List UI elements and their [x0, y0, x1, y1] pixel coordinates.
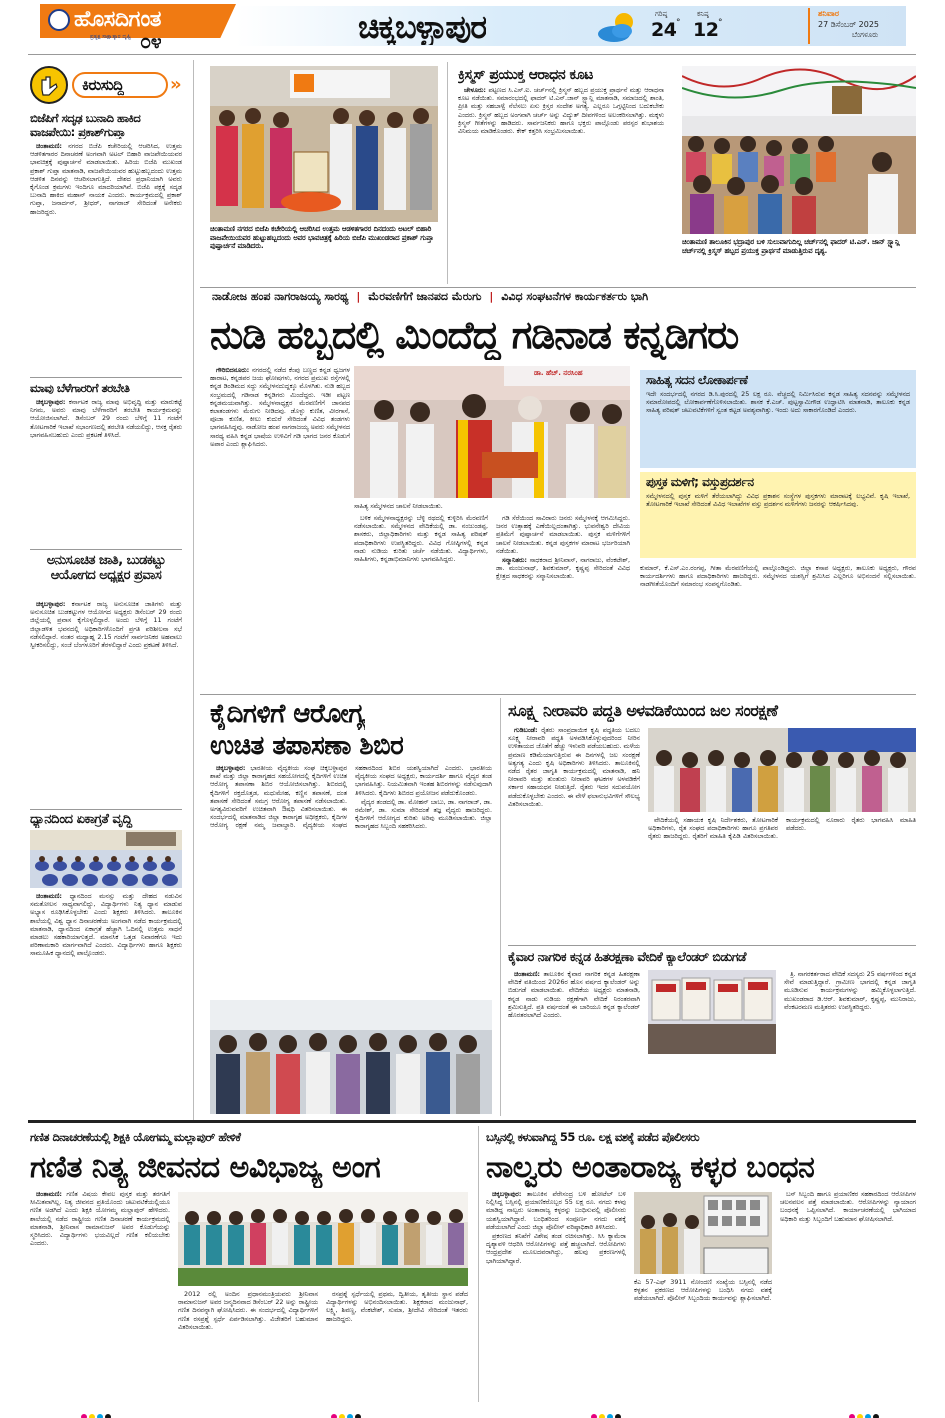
photo-banner-text: ಡಾ. ಹೆಚ್. ನರಸಿಂಹ [534, 369, 583, 377]
arogya-dateline: ಚಿಕ್ಕಬಳ್ಳಾಪುರ: [216, 764, 246, 772]
city-banner [236, 6, 906, 46]
bus-body-3: ಬಸ್ ಸಿಬ್ಬಂದಿ ಹಾಗೂ ಪ್ರಯಾಣಿಕರ ಸಹಕಾರದಿಂದ ಆರೋಪಿಗಳ ಚಲನವಲನ ಪತ್ತೆ ಮಾಡಲಾಯಿತು. ಆರೋಪಿಗಳನ್ನು ನ್ಯಾಯಾಂಗ ಬಂಧನಕ್ಕೆ ಒಪ್ಪಿಸಲಾಗಿದೆ. ಕಾರ್ಯಾಚರಣೆಯಲ್ಲಿ ಭಾಗಿಯಾದ ಅಧಿಕಾರಿ ಮತ್ತು ಸಿಬ್ಬಂದಿಗೆ ಬಹುಮಾನ ಘೋಷಿಸಲಾಗಿದೆ. [780, 1190, 916, 1223]
brief2-title: ಮಾವು ಬೆಳೆಗಾರರಿಗೆ ತರಬೇತಿ [30, 381, 130, 395]
min-temp-label: ಕನಿಷ್ಠ [697, 10, 709, 18]
ganita-photo [178, 1192, 468, 1286]
top-rule-1 [447, 62, 448, 284]
christmas-body [458, 86, 664, 282]
kaivara-body-1: ತಾಲೂಕಿನ ಕೈವಾರ ನಾಗರಿಕ ಕನ್ನಡ ಹಿತರಕ್ಷಣಾ ವೇದಿಕೆ ವತಿಯಿಂದ 2026ರ ಹೊಸ ವರ್ಷದ ಕ್ಯಾಲೆಂಡರ್ ಅನ್ನು ಬಿಡುಗಡೆ ಮಾಡಲಾಯಿತು. ವೇದಿಕೆಯ ಅಧ್ಯಕ್ಷರು ಮಾತನಾಡಿ, ಕನ್ನಡ ನಾಡು ನುಡಿಯ ರಕ್ಷಣೆಗಾಗಿ ವೇದಿಕೆ ನಿರಂತರವಾಗಿ ಶ್ರಮಿಸುತ್ತಿದೆ. ಪ್ರತಿ ವರ್ಷದಂತೆ ಈ ಬಾರಿಯೂ ಕನ್ನಡ ಕ್ಯಾಲೆಂಡರ್ ಹೊರತರಲಾಗಿದೆ ಎಂದರು. [508, 970, 640, 1020]
bjp-photo-caption: ಚಿಂತಾಮಣಿ ನಗರದ ಬಿಜೆಪಿ ಕಚೇರಿಯಲ್ಲಿ ಆಚರಿಸಿದ ಉತ್ತಮ ಆಡಳಿತಗಾರರ ದಿನದಂದು ಅಟಲ್ ಬಿಹಾರಿ ವಾಜಪೇಯಿಯವರ ಹುಟ್ಟುಹಬ್ಬದಂದು ಅವರ ಭಾವಚಿತ್ರಕ್ಕೆ ಹಿರಿಯ ಬಿಜೆಪಿ ಮುಖಂಡರಾದ ಪ್ರಕಾಶ್ ಗುಪ್ತಾ ಪುಷ್ಪಾರ್ಚನೆ ಮಾಡಿದರು. [210, 225, 434, 251]
christmas-text: ಪಟ್ಟಣದ ಸಿ.ಎಸ್.ಐ. ಚರ್ಚ್‌ನಲ್ಲಿ ಕ್ರಿಸ್ಮಸ್ ಹಬ್ಬದ ಪ್ರಯುಕ್ತ ಪ್ರಾರ್ಥನೆ ಮತ್ತು ಆರಾಧನಾ ಕೂಟ ನಡೆಯಿತು. ಸಮಾರಂಭದಲ್ಲಿ ಫಾದರ್ ಟಿ.ಎನ್.ಜಾನ್ ಸ್ಟ್ಯಾನ್ಲಿ ಮಾತನಾಡಿ, ಸಮಾಜದಲ್ಲಿ ಶಾಂತಿ, ಪ್ರೀತಿ ಮತ್ತು ಸಹಬಾಳ್ವೆ ನೆಲೆಸಲು ಏಸು ಕ್ರಿಸ್ತರ ಸಂದೇಶ ಅಗತ್ಯ. ಎಲ್ಲರೂ ಒಗ್ಗಟ್ಟಿನಿಂದ ಬದುಕಬೇಕು ಎಂದರು. ಕ್ರಿಸ್ಮಸ್ ಹಬ್ಬದ ಅಂಗವಾಗಿ ಚರ್ಚ್ ಅನ್ನು ವಿದ್ಯುತ್ ದೀಪಗಳಿಂದ ಅಲಂಕರಿಸಲಾಗಿತ್ತು. ಮಕ್ಕಳು ಕ್ರಿಸ್ಮಸ್ ಗೀತೆಗಳನ್ನು ಹಾಡಿದರು. ಸಾರ್ವಜನಿಕರು ಹಾಗೂ ಭಕ್ತರು ಪಾಲ್ಗೊಂಡು ಪರಸ್ಪರ ಶುಭಾಶಯ ವಿನಿಮಯ ಮಾಡಿಕೊಂಡರು. ಕೇಕ್ ಕತ್ತರಿಸಿ ಸಂಭ್ರಮಿಸಲಾಯಿತು. [458, 86, 664, 136]
brief1-text: ನಗರದ ಬಿಜೆಪಿ ಕಚೇರಿಯಲ್ಲಿ ಆಚರಿಸಿದ, ಉತ್ತಮ ಆಡಳಿತಗಾರರ ದಿನಾಚರಣೆ ಅಂಗವಾಗಿ ಅಟಲ್ ಬಿಹಾರಿ ವಾಜಪೇಯಿಯವರ ಭಾವಚಿತ್ರಕ್ಕೆ ಪುಷ್ಪಾರ್ಚನೆ ಮಾಡಲಾಯಿತು. ಹಿರಿಯ ಬಿಜೆಪಿ ಮುಖಂಡ ಪ್ರಕಾಶ್ ಗುಪ್ತಾ ಮಾತನಾಡಿ, ವಾಜಪೇಯಿಯವರ ಹುಟ್ಟುಹಬ್ಬದಂದು ಉತ್ತಮ ಆಡಳಿತ ದಿನವನ್ನು ಆಚರಿಸಲಾಗುತ್ತಿದೆ. ದೇಶದ ಪ್ರಧಾನಿಯಾಗಿ ಅವರು ಕೈಗೊಂಡ ಕ್ರಮಗಳು ಇಂದಿಗೂ ಮಾದರಿಯಾಗಿವೆ. ಬಿಜೆಪಿ ಪಕ್ಷಕ್ಕೆ ಸದೃಢ ಬುನಾದಿ ಹಾಕಿದ ಮಹಾನ್ ನಾಯಕ ಎಂದರು. ಕಾರ್ಯಕ್ರಮದಲ್ಲಿ ಪ್ರಕಾಶ್ ಗುಪ್ತಾ, ಜನಾರ್ದನ್, ಶ್ರೀಧರ್, ನಾಗರಾಜ್ ಸೇರಿದಂತೆ ಅನೇಕರು ಹಾಜರಿದ್ದರು. [30, 142, 182, 216]
bus-col3 [780, 1190, 916, 1400]
kaivara-rule [508, 945, 916, 946]
arogya-text-2: ವೈದ್ಯರ ತಂಡದಲ್ಲಿ ಡಾ. ಮೋಹನ್ ಬಾಬು, ಡಾ. ನಾಗರಾಜ್, ಡಾ. ರಮೇಶ್, ಡಾ. ಸುಮಾ ಸೇರಿದಂತೆ ತಜ್ಞ ವೈದ್ಯರು ಹಾಜರಿದ್ದರು. ಕೈದಿಗಳಿಗೆ ಆರೋಗ್ಯದ ಕುರಿತು ಅರಿವು ಮೂಡಿಸಲಾಯಿತು. ಜಿಲ್ಲಾ ಕಾರಾಗೃಹದ ಸಿಬ್ಬಂದಿ ಸಹಕರಿಸಿದರು. [355, 797, 492, 831]
logo-tagline: ಪ್ರತ್ಯಕ್ಷ ಸಾಕ್ಷಾತ್ಕಾರ ದೃಷ್ಟಿ [90, 34, 132, 40]
church-photo-caption: ಚಿಂತಾಮಣಿ ತಾಲೂಕಿನ ಭದ್ರಾಪುರ ಬಳಿ ಸುಲುವಾಗುದಿಲ್ಲ ಚರ್ಚ್‌ನಲ್ಲಿ ಫಾದರ್ ಟಿ.ಎನ್. ಜಾನ್ ಸ್ಟ್ಯಾನ್ಲಿ ಚರ್ಚ್‌ನಲ್ಲಿ ಕ್ರಿಸ್ಮಸ್ ಹಬ್ಬದ ಪ್ರಯುಕ್ತ ಪ್ರಾರ್ಥನೆ ಮಾಡುತ್ತಿರುವ ದೃಶ್ಯ. [682, 238, 900, 255]
arogya-body [210, 764, 492, 994]
meditation-photo [30, 830, 182, 888]
ganita-body-2: 2012 ರಲ್ಲಿ ಅಂದಿನ ಪ್ರಧಾನಮಂತ್ರಿಯವರು ಶ್ರೀನಿವಾಸ ರಾಮಾನುಜನ್ ಅವರ ಜನ್ಮದಿನವಾದ ಡಿಸೆಂಬರ್ 22 ಅನ್ನು ರಾಷ್ಟ್ರೀಯ ಗಣಿತ ದಿನವನ್ನಾಗಿ ಘೋಷಿಸಿದರು. ಈ ಸಂದರ್ಭದಲ್ಲಿ ವಿದ್ಯಾರ್ಥಿಗಳಿಗೆ ಗಣಿತ ರಸಪ್ರಶ್ನೆ ಸ್ಪರ್ಧೆ ಏರ್ಪಡಿಸಲಾಗಿತ್ತು. ವಿಜೇತರಿಗೆ ಬಹುಮಾನ ವಿತರಿಸಲಾಯಿತು. [178, 1290, 318, 1331]
nudi-kicker-2: ಮೆರವಣಿಗೆಗೆ ಜಾನಪದ ಮೆರುಗು [368, 290, 482, 303]
nudi-col3 [496, 514, 630, 690]
nudi-sub-label: ಸನ್ಮಾನಿತರು: [502, 556, 527, 565]
police-photo [634, 1192, 772, 1274]
bus-dateline: ಚಿಕ್ಕಬಳ್ಳಾಪುರ: [492, 1190, 522, 1198]
city-name: ಚಿಕ್ಕಬಳ್ಳಾಪುರ [358, 9, 487, 45]
bus-body-2: ಪ್ರಕರಣದ ತನಿಖೆಗೆ ವಿಶೇಷ ತಂಡ ರಚಿಸಲಾಗಿತ್ತು. ಸಿಸಿ ಕ್ಯಾಮೆರಾ ದೃಶ್ಯಾವಳಿ ಆಧರಿಸಿ ಆರೋಪಿಗಳನ್ನು ಪತ್ತೆ ಹಚ್ಚಲಾಗಿದೆ. ಆರೋಪಿಗಳು ಆಂಧ್ರಪ್ರದೇಶ ಮೂಲದವರಾಗಿದ್ದು, ಹಲವು ಪ್ರಕರಣಗಳಲ್ಲಿ ಭಾಗಿಯಾಗಿದ್ದಾರೆ. [486, 1232, 626, 1265]
nudi-col2 [354, 514, 488, 690]
ganita-col2 [178, 1290, 318, 1400]
brief4-body [30, 892, 182, 1114]
nudi-body-3: ಗಡಿ ಸೆರೆಯಿಂದ ಸಾವಿರಾರು ಜನರು ಸಮ್ಮೇಳನಕ್ಕೆ ಆಗಮಿಸಿದ್ದರು. ಜನರ ಉತ್ಸಾಹಕ್ಕೆ ಎಣೆಯಿಲ್ಲದಂತಾಗಿತ್ತು. ಭುವನೇಶ್ವರಿ ದೇವಿಯ ಪ್ರತಿಮೆಗೆ ಪುಷ್ಪಾರ್ಚನೆ ಮಾಡಲಾಯಿತು. ಪುಸ್ತಕ ಮಳಿಗೆಗಳಿಗೆ ಚಾಲನೆ ನೀಡಲಾಯಿತು. ಕನ್ನಡ ಪುಸ್ತಕಗಳ ಮಾರಾಟ ಭರ್ಜರಿಯಾಗಿ ನಡೆಯಿತು. [496, 514, 630, 555]
kaivara-body-2: ತ್ರಿ. ನಾಗರಕರ್ತರಾದ ವೇದಿಕೆ ಸದಸ್ಯರು 25 ವರ್ಷಗಳಿಂದ ಕನ್ನಡ ಸೇವೆ ಮಾಡುತ್ತಿದ್ದಾರೆ. ಗ್ರಾಮೀಣ ಭಾಗದಲ್ಲಿ ಕನ್ನಡ ಜಾಗೃತಿ ಮೂಡಿಸುವ ಕಾರ್ಯಕ್ರಮಗಳನ್ನು ಹಮ್ಮಿಕೊಳ್ಳಲಾಗುತ್ತಿದೆ. ಮುಖಂಡರಾದ ಡಿ.ಆರ್. ಶಿವಕುಮಾರ್, ಕೃಷ್ಣಪ್ಪ, ಮುನಿರಾಜು, ವೆಂಕಟರಮಣ ಮತ್ತಿತರರು ಉಪಸ್ಥಿತರಿದ್ದರು. [784, 970, 916, 1011]
nudi-dateline: ಗೌರಿಬಿದನೂರು: [216, 366, 250, 374]
kaivara-col1 [508, 970, 640, 1116]
arogya-text: ಭಾರತೀಯ ವೈದ್ಯಕೀಯ ಸಂಘ ಚಿಕ್ಕಬಳ್ಳಾಪುರ ಶಾಖೆ ಮತ್ತು ಜಿಲ್ಲಾ ಕಾರಾಗೃಹದ ಸಹಯೋಗದಲ್ಲಿ ಕೈದಿಗಳಿಗೆ ಉಚಿತ ಆರೋಗ್ಯ ತಪಾಸಣಾ ಶಿಬಿರ ಆಯೋಜಿಸಲಾಗಿತ್ತು. ಶಿಬಿರದಲ್ಲಿ ಕೈದಿಗಳಿಗೆ ರಕ್ತದೊತ್ತಡ, ಮಧುಮೇಹ, ಕಣ್ಣಿನ ತಪಾಸಣೆ, ದಂತ ತಪಾಸಣೆ ಸೇರಿದಂತೆ ಸಮಗ್ರ ಆರೋಗ್ಯ ತಪಾಸಣೆ ನಡೆಸಲಾಯಿತು. ಅಗತ್ಯವಿರುವವರಿಗೆ ಉಚಿತವಾಗಿ ಔಷಧಿ ವಿತರಿಸಲಾಯಿತು. ಈ ಸಂದರ್ಭದಲ್ಲಿ ಮಾತನಾಡಿದ ಜಿಲ್ಲಾ ಕಾರಾಗೃಹ ಅಧೀಕ್ಷಕರು, ಕೈದಿಗಳ ಆರೋಗ್ಯ ರಕ್ಷಣೆ ನಮ್ಮ ಜವಾಬ್ದಾರಿ. ವೈದ್ಯಕೀಯ ಸಂಘದ ಸಹಕಾರದಿಂದ ಶಿಬಿರ ಯಶಸ್ವಿಯಾಗಿದೆ ಎಂದರು. ಭಾರತೀಯ ವೈದ್ಯಕೀಯ ಸಂಘದ ಅಧ್ಯಕ್ಷರು, ಕಾರ್ಯದರ್ಶಿ ಹಾಗೂ ವೈದ್ಯರ ತಂಡ ಭಾಗವಹಿಸಿತ್ತು. ನಿಯಮಿತವಾಗಿ ಇಂತಹ ಶಿಬಿರಗಳನ್ನು ನಡೆಸುವುದಾಗಿ ತಿಳಿಸಿದರು. ಕೈದಿಗಳು ಶಿಬಿರದ ಪ್ರಯೋಜನ ಪಡೆದುಕೊಂಡರು. [210, 764, 492, 830]
nudi-right-body: ಕುಮಾರ್, ಕೆ.ಎಸ್.ಎಂ.ರಂಗಪ್ಪ, ಗೀತಾ ಮೆರವಣಿಗೆಯಲ್ಲಿ ಪಾಲ್ಗೊಂಡಿದ್ದರು. ಜಿಲ್ಲಾ ಕಸಾಪ ಅಧ್ಯಕ್ಷರು, ತಾಲೂಕು ಅಧ್ಯಕ್ಷರು, ಗೌರವ ಕಾರ್ಯದರ್ಶಿಗಳು ಹಾಗೂ ಪದಾಧಿಕಾರಿಗಳು ಹಾಜರಿದ್ದರು. ಸಮ್ಮೇಳನದ ಯಶಸ್ಸಿಗೆ ಶ್ರಮಿಸಿದ ಎಲ್ಲರಿಗೂ ಅಭಿನಂದನೆ ಸಲ್ಲಿಸಲಾಯಿತು. ನಾಡಗೀತೆಯೊಂದಿಗೆ ಸಮಾರಂಭ ಸಂಪನ್ನಗೊಂಡಿತು. [640, 564, 916, 589]
logo-mark [48, 9, 70, 31]
edition: ಬೆಂಗಳೂರು [852, 31, 879, 39]
nudi-kicker-sep-1: | [356, 290, 361, 303]
max-temp: 24 [651, 19, 677, 41]
pustaka-title: ಪುಸ್ತಕ ಮಳಿಗೆ; ವಸ್ತುಪ್ರದರ್ಶನ [646, 475, 754, 489]
brief3-title: ಅನುಸೂಚಿತ ಜಾತಿ, ಬುಡಕಟ್ಟು ಆಯೋಗದ ಅಧ್ಯಕ್ಷರ ಪ್ರವಾಸ [46, 553, 166, 583]
masthead [0, 0, 945, 54]
calendar-photo [648, 970, 776, 1054]
bus-body-1: ತಾಲೂಕಿನ ಪೆರೇಸಂದ್ರ ಬಳಿ ಹೋಟೆಲ್ ಬಳಿ ನಿಲ್ಲಿಸಿದ್ದ ಬಸ್ಸಿನಲ್ಲಿ ಪ್ರಯಾಣಿಕರೊಬ್ಬರ 55 ಲಕ್ಷ ರೂ. ನಗದು ಕಳವು ಮಾಡಿದ್ದ ನಾಲ್ವರು ಅಂತಾರಾಜ್ಯ ಕಳ್ಳರನ್ನು ಬಂಧಿಸುವಲ್ಲಿ ಪೊಲೀಸರು ಯಶಸ್ವಿಯಾಗಿದ್ದಾರೆ. ಬಂಧಿತರಿಂದ ಸಂಪೂರ್ಣ ನಗದು ವಶಕ್ಕೆ ಪಡೆಯಲಾಗಿದೆ ಎಂದು ಜಿಲ್ಲಾ ಪೊಲೀಸ್ ವರಿಷ್ಠಾಧಿಕಾರಿ ತಿಳಿಸಿದರು. [486, 1190, 626, 1231]
brief1-body [30, 142, 182, 374]
sahitya-title: ಸಾಹಿತ್ಯ ಸದನ ಲೋಕಾರ್ಪಣೆ [646, 373, 748, 387]
brief4-text: ಧ್ಯಾನದಿಂದ ಮನಸ್ಸು ಮತ್ತು ದೇಹದ ನಡುವಿನ ಸಮತೋಲನ ಸಾಧ್ಯವಾಗಲಿದ್ದು, ವಿದ್ಯಾರ್ಥಿಗಳು ನಿತ್ಯ ಧ್ಯಾನ ಮಾಡುವ ಅಭ್ಯಾಸ ರೂಢಿಸಿಕೊಳ್ಳಬೇಕು ಎಂದು ಶಿಕ್ಷಕರು ತಿಳಿಸಿದರು. ತಾಲೂಕಿನ ಶಾಲೆಯಲ್ಲಿ ವಿಶ್ವ ಧ್ಯಾನ ದಿನಾಚರಣೆಯ ಅಂಗವಾಗಿ ನಡೆದ ಕಾರ್ಯಕ್ರಮದಲ್ಲಿ ಮಾತನಾಡಿ, ಧ್ಯಾನದಿಂದ ಏಕಾಗ್ರತೆ ಹೆಚ್ಚಾಗಿ ಓದಿನಲ್ಲಿ ಉತ್ತಮ ಸಾಧನೆ ಮಾಡಲು ಸಹಕಾರಿಯಾಗುತ್ತದೆ. ಮಾನಸಿಕ ಒತ್ತಡ ನಿವಾರಣೆಗೂ ಇದು ಪರಿಣಾಮಕಾರಿ ಮಾರ್ಗವಾಗಿದೆ ಎಂದರು. ವಿದ್ಯಾರ್ಥಿಗಳು ಹಾಗೂ ಶಿಕ್ಷಕರು ಸಾಮೂಹಿಕ ಧ್ಯಾನದಲ್ಲಿ ಪಾಲ್ಗೊಂಡರು. [30, 892, 182, 958]
ganita-headline: ಗಣಿತ ನಿತ್ಯ ಜೀವನದ ಅವಿಭಾಜ್ಯ ಅಂಗ [30, 1150, 381, 1185]
christmas-title: ಕ್ರಿಸ್ಮಸ್ ಪ್ರಯುಕ್ತ ಆರಾಧನ ಕೂಟ [458, 67, 593, 83]
nudi-body-2: ಬಳಿಕ ಸಮ್ಮೇಳನಾಧ್ಯಕ್ಷರನ್ನು ಬೆಳ್ಳಿ ರಥದಲ್ಲಿ ಕುಳ್ಳಿರಿಸಿ ಮೆರವಣಿಗೆ ನಡೆಸಲಾಯಿತು. ಸಮ್ಮೇಳನದ ವೇದಿಕೆಯಲ್ಲಿ ಡಾ. ನಂಜುಂಡಪ್ಪ, ಶಾಸಕರು, ಜಿಲ್ಲಾಧಿಕಾರಿಗಳು ಮತ್ತು ಕನ್ನಡ ಸಾಹಿತ್ಯ ಪರಿಷತ್ ಪದಾಧಿಕಾರಿಗಳು ಉಪಸ್ಥಿತರಿದ್ದರು. ವಿವಿಧ ಗೋಷ್ಠಿಗಳಲ್ಲಿ ಕನ್ನಡ ನಾಡು ನುಡಿಯ ಕುರಿತು ಚರ್ಚೆ ನಡೆಯಿತು. ವಿದ್ಯಾರ್ಥಿಗಳು, ಸಾಹಿತಿಗಳು, ಕನ್ನಡಾಭಿಮಾನಿಗಳು ಭಾಗವಹಿಸಿದ್ದರು. [354, 514, 488, 564]
nudi-kicker-1: ನಾಡೋಜ ಹಂಪ ನಾಗರಾಜಯ್ಯ ಸಾರಥ್ಯ [212, 290, 349, 303]
ganita-dateline: ಚಿಂತಾಮಣಿ: [36, 1190, 62, 1198]
nudi-kicker-3: ವಿವಿಧ ಸಂಘಟನೆಗಳ ಕಾರ್ಯಕರ್ತರು ಭಾಗಿ [501, 290, 649, 303]
brief3-text: ಕರ್ನಾಟಕ ರಾಜ್ಯ ಅನುಸೂಚಿತ ಜಾತಿಗಳು ಮತ್ತು ಅನುಸೂಚಿತ ಬುಡಕಟ್ಟುಗಳ ಆಯೋಗದ ಅಧ್ಯಕ್ಷರು ಡಿಸೆಂಬರ್ 29 ರಂದು ಜಿಲ್ಲೆಯಲ್ಲಿ ಪ್ರವಾಸ ಕೈಗೊಳ್ಳಲಿದ್ದಾರೆ. ಅಂದು ಬೆಳಿಗ್ಗೆ 11 ಗಂಟೆಗೆ ಜಿಲ್ಲಾಡಳಿತ ಭವನದಲ್ಲಿ ಅಧಿಕಾರಿಗಳೊಂದಿಗೆ ಪ್ರಗತಿ ಪರಿಶೀಲನಾ ಸಭೆ ನಡೆಸಲಿದ್ದಾರೆ. ನಂತರ ಮಧ್ಯಾಹ್ನ 2.15 ಗಂಟೆಗೆ ಸಾರ್ವಜನಿಕರ ಅಹವಾಲು ಸ್ವೀಕರಿಸಲಿದ್ದು, ಸಂಜೆ ಬೆಂಗಳೂರಿಗೆ ತೆರಳಲಿದ್ದಾರೆ ಎಂದು ಪ್ರಕಟಣೆ ತಿಳಿಸಿದೆ. [30, 600, 182, 650]
bus-kicker: ಬಸ್ಸಿನಲ್ಲಿ ಕಳುವಾಗಿದ್ದ 55 ರೂ. ಲಕ್ಷ ವಶಕ್ಕೆ ಪಡೆದ ಪೊಲೀಸರು [486, 1130, 700, 1144]
brief-divider-3 [30, 809, 182, 810]
bus-photo-caption: ಕೆಎ 57-ಎಫ್ 3911 ನೋಂದಣಿ ಸಂಖ್ಯೆಯ ಬಸ್ಸಿನಲ್ಲಿ ನಡೆದ ಕಳ್ಳತನ ಪ್ರಕರಣದ ಆರೋಪಿಗಳನ್ನು ಬಂಧಿಸಿ ನಗದು ವಶಕ್ಕೆ ಪಡೆಯಲಾಗಿದೆ. ಪೊಲೀಸ್ ಸಿಬ್ಬಂದಿಯ ಕಾರ್ಯವನ್ನು ಶ್ಲಾಘಿಸಲಾಗಿದೆ. [634, 1278, 772, 1303]
logo-text: ಹೊಸದಿಗಂತ [74, 7, 161, 32]
sookshma-body-1: ರೈತರು ಸಾಂಪ್ರದಾಯಿಕ ಕೃಷಿ ಪದ್ಧತಿಯ ಬದಲು ಸೂಕ್ಷ್ಮ ನೀರಾವರಿ ಪದ್ಧತಿ ಅಳವಡಿಸಿಕೊಳ್ಳುವುದರಿಂದ ನೀರಿನ ಉಳಿತಾಯದ ಜೊತೆಗೆ ಹೆಚ್ಚು ಇಳುವರಿ ಪಡೆಯಬಹುದು. ಮಳೆಯ ಪ್ರಮಾಣ ಕಡಿಮೆಯಾಗುತ್ತಿರುವ ಈ ದಿನಗಳಲ್ಲಿ ಜಲ ಸಂರಕ್ಷಣೆ ಅತ್ಯಗತ್ಯ ಎಂದು ಕೃಷಿ ಅಧಿಕಾರಿಗಳು ತಿಳಿಸಿದರು. ತಾಲೂಕಿನಲ್ಲಿ ನಡೆದ ರೈತರ ಜಾಗೃತಿ ಕಾರ್ಯಕ್ರಮದಲ್ಲಿ ಮಾತನಾಡಿ, ಹನಿ ನೀರಾವರಿ ಮತ್ತು ತುಂತುರು ನೀರಾವರಿ ಘಟಕಗಳ ಅಳವಡಿಕೆಗೆ ಸರ್ಕಾರ ಸಹಾಯಧನ ನೀಡುತ್ತಿದೆ. ರೈತರು ಇದರ ಸದುಪಯೋಗ ಪಡೆದುಕೊಳ್ಳಬೇಕು ಎಂದರು. ಈ ವೇಳೆ ಫಲಾನುಭವಿಗಳಿಗೆ ಸೌಲಭ್ಯ ವಿತರಿಸಲಾಯಿತು. [508, 726, 640, 808]
registration-dots [80, 1406, 140, 1414]
nudi-kicker-sep-2: | [489, 290, 494, 303]
top-band-rule [200, 287, 916, 288]
weather-icon [596, 10, 640, 44]
min-temp-deg: ° [718, 18, 723, 28]
brief4-title: ಧ್ಯಾನದಿಂದ ಏಕಾಗ್ರತೆ ವೃದ್ಧಿ [30, 812, 132, 827]
sookshma-col2 [648, 816, 916, 946]
nudi-body-1: ನಗರದಲ್ಲಿ ನಡೆದ ಕೆಂಪು ಬಣ್ಣದ ಕನ್ನಡ ಧ್ವಜಗಳ ಹಾರಾಟ, ಕನ್ನಡಪರ ಜಯ ಘೋಷಗಳು, ನಗರದ ಪ್ರಮುಖ ರಸ್ತೆಗಳಲ್ಲಿ ಕನ್ನಡ ಡಿಂಡಿಮದ ಸದ್ದು ಸಮ್ಮೇಳನದುದ್ದಕ್ಕೂ ಮೊಳಗಿತು. ನುಡಿ ಹಬ್ಬದ ಸಂಭ್ರಮದಲ್ಲಿ ಗಡಿನಾಡ ಕನ್ನಡಿಗರು ಮಿಂದೆದ್ದರು. ಇಡೀ ಪಟ್ಟಣ ಕನ್ನಡಮಯವಾಗಿತ್ತು. ಸಮ್ಮೇಳನಾಧ್ಯಕ್ಷರ ಮೆರವಣಿಗೆಗೆ ಜಾನಪದ ಕಲಾತಂಡಗಳು ಮೆರುಗು ನೀಡಿದವು. ಡೊಳ್ಳು ಕುಣಿತ, ವೀರಗಾಸೆ, ಪೂಜಾ ಕುಣಿತ, ಕೀಲು ಕುದುರೆ ಸೇರಿದಂತೆ ವಿವಿಧ ತಂಡಗಳು ಭಾಗವಹಿಸಿದ್ದವು. ನಾಡೋಜ ಹಂಪ ನಾಗರಾಜಯ್ಯ ಅವರು ಸಮ್ಮೇಳನದ ಸಾರಥ್ಯ ವಹಿಸಿ ಕನ್ನಡ ಭಾಷೆಯ ಉಳಿವಿಗೆ ಗಡಿ ಭಾಗದ ಜನರ ಕೊಡುಗೆ ಅಪಾರ ಎಂದು ಶ್ಲಾಘಿಸಿದರು. [210, 366, 350, 448]
nudi-kicker [212, 290, 916, 308]
brief3-dateline: ಚಿಕ್ಕಬಳ್ಳಾಪುರ: [36, 600, 66, 608]
ganita-body-3: ರಸಪ್ರಶ್ನೆ ಸ್ಪರ್ಧೆಯಲ್ಲಿ ಪ್ರಥಮ, ದ್ವಿತೀಯ, ತೃತೀಯ ಸ್ಥಾನ ಪಡೆದ ವಿದ್ಯಾರ್ಥಿಗಳನ್ನು ಅಭಿನಂದಿಸಲಾಯಿತು. ಶಿಕ್ಷಕರಾದ ಮಂಜುನಾಥ್, ಲಕ್ಷ್ಮಿ, ಶಿವಣ್ಣ, ವೆಂಕಟೇಶ್, ಸುಮಾ, ಶ್ರೀದೇವಿ ಸೇರಿದಂತೆ ಇತರರು ಹಾಜರಿದ್ದರು. [326, 1290, 468, 1323]
masthead-rule [28, 54, 916, 55]
nudi-photo-caption: ಸಾಹಿತ್ಯ ಸಮ್ಮೇಳನದ ಚಾಲನೆ ನೀಡಲಾಯಿತು. [354, 502, 443, 510]
brief2-body [30, 398, 182, 548]
nudi-headline: ನುಡಿ ಹಬ್ಬದಲ್ಲಿ ಮಿಂದೆದ್ದ ಗಡಿನಾಡ ಕನ್ನಡಿಗರು [210, 313, 739, 357]
christmas-dateline: ಚೇಳೂರು: [464, 86, 486, 94]
kaivara-dateline: ಚಿಂತಾಮಣಿ: [514, 970, 540, 978]
kirusuddi-hand-icon [30, 66, 68, 104]
irrigation-photo [648, 728, 916, 812]
health-camp-photo [210, 1000, 492, 1114]
max-temp-label: ಗರಿಷ್ಠ [655, 10, 668, 18]
nudi-col1 [210, 366, 350, 690]
sookshma-headline: ಸೂಕ್ಷ್ಮ ನೀರಾವರಿ ಪದ್ಧತಿ ಅಳವಡಿಕೆಯಿಂದ ಜಲ ಸಂರಕ್ಷಣೆ [508, 701, 778, 720]
mid-col-rule [500, 698, 501, 1116]
date-divider [808, 8, 810, 44]
sookshma-body-2: ವೇದಿಕೆಯಲ್ಲಿ ಸಹಾಯಕ ಕೃಷಿ ನಿರ್ದೇಶಕರು, ತೋಟಗಾರಿಕೆ ಅಧಿಕಾರಿಗಳು, ರೈತ ಸಂಘದ ಪದಾಧಿಕಾರಿಗಳು ಹಾಗೂ ಪ್ರಗತಿಪರ ರೈತರು ಹಾಜರಿದ್ದರು. ರೈತರಿಗೆ ಮಾಹಿತಿ ಕೈಪಿಡಿ ವಿತರಿಸಲಾಯಿತು. ಕಾರ್ಯಕ್ರಮದಲ್ಲಿ ನೂರಾರು ರೈತರು ಭಾಗವಹಿಸಿ ಮಾಹಿತಿ ಪಡೆದರು. [648, 816, 916, 841]
ganita-col1 [30, 1190, 170, 1400]
max-temp-deg: ° [676, 18, 681, 28]
chevron-right-icon: » [170, 74, 182, 95]
sahitya-body: ಇದೇ ಸಂದರ್ಭದಲ್ಲಿ ನಗರದ ಡಿ.ಸಿ.ಪುರದಲ್ಲಿ 25 ಲಕ್ಷ ರೂ. ವೆಚ್ಚದಲ್ಲಿ ನಿರ್ಮಿಸಿರುವ ಕನ್ನಡ ಸಾಹಿತ್ಯ ಸದನವನ್ನು ಸಮ್ಮೇಳನದ ಸಮಾರೋಪದಲ್ಲಿ ಲೋಕಾರ್ಪಣೆಗೊಳಿಸಲಾಯಿತು. ಶಾಸಕ ಕೆ.ಎಚ್. ಪುಟ್ಟಸ್ವಾಮಿಗೌಡ ಉದ್ಘಾಟಿಸಿ ಮಾತನಾಡಿ, ತಾಲೂಕು ಕನ್ನಡ ಸಾಹಿತ್ಯ ಪರಿಷತ್ ಚಟುವಟಿಕೆಗಳಿಗೆ ಸ್ವಂತ ಕಟ್ಟಡ ಅವಶ್ಯವಾಗಿತ್ತು. ಇಂದು ಅದು ಸಾಕಾರಗೊಂಡಿದೆ ಎಂದರು. [646, 390, 910, 415]
registration-dots-4 [848, 1406, 908, 1414]
bus-col1 [486, 1190, 626, 1400]
kirusuddi-label: ಕಿರುಸುದ್ದಿ [82, 76, 124, 94]
arogya-headline-line1: ಕೈದಿಗಳಿಗೆ ಆರೋಗ್ಯ [210, 699, 366, 729]
left-col-rule [193, 60, 194, 1120]
ganita-kicker: ಗಣಿತ ದಿನಾಚರಣೆಯಲ್ಲಿ ಶಿಕ್ಷಕಿ ಯೋಗಮ್ಮ ಮಲ್ಲಾಪುರ್ ಹೇಳಿಕೆ [30, 1130, 241, 1144]
brief4-dateline: ಚಿಂತಾಮಣಿ: [36, 892, 62, 900]
min-temp: 12 [693, 19, 719, 41]
kirusuddi-banner [30, 64, 180, 106]
registration-dots-3 [590, 1406, 650, 1414]
church-photo [682, 66, 916, 234]
page-number: ೦೪ [140, 30, 162, 52]
weekday: ಶನಿವಾರ [818, 9, 840, 18]
nudi-body-4: ಸಾಧಕರಾದ ಶ್ರೀನಿವಾಸ್, ನಾಗರಾಜು, ವೆಂಕಟೇಶ್, ಡಾ. ಮಂಜುನಾಥ್, ಶಿವಕುಮಾರ್, ಕೃಷ್ಣಪ್ಪ ಸೇರಿದಂತೆ ವಿವಿಧ ಕ್ಷೇತ್ರದ ಸಾಧಕರನ್ನು ಸನ್ಮಾನಿಸಲಾಯಿತು. [496, 556, 630, 581]
brief-divider-1 [30, 377, 182, 378]
bjp-office-photo [210, 66, 438, 222]
mid-band-rule [200, 694, 916, 695]
ganita-col3 [326, 1290, 468, 1400]
brief3-body [30, 600, 182, 806]
brief1-title: ಬಿಜೆಪಿಗೆ ಸದೃಢ ಬುನಾದಿ ಹಾಕಿದ ವಾಜಪೇಯಿ: ಪ್ರಕಾಶ್‌ಗುಪ್ತಾ [30, 111, 141, 139]
brief1-dateline: ಚಿಂತಾಮಣಿ: [36, 142, 62, 150]
brief2-dateline: ಚಿಕ್ಕಬಳ್ಳಾಪುರ: [36, 398, 66, 406]
brief-divider-2 [30, 549, 182, 550]
registration-dots-2 [330, 1406, 390, 1414]
bus-headline: ನಾಲ್ವರು ಅಂತಾರಾಜ್ಯ ಕಳ್ಳರ ಬಂಧನ [486, 1150, 815, 1185]
sookshma-dateline: ಗುಡಿಬಂಡೆ: [514, 726, 538, 734]
kaivara-col2 [784, 970, 916, 1116]
kaivara-headline: ಕೈವಾರ ನಾಗರಿಕ ಕನ್ನಡ ಹಿತರಕ್ಷಣಾ ವೇದಿಕೆ ಕ್ಯಾಲೆಂಡರ್ ಬಿಡುಗಡೆ [508, 949, 746, 964]
bottom-band-rule [28, 1120, 916, 1123]
ganita-body-1: ಗಣಿತ ವಿಷಯ ಕೇವಲ ಪುಸ್ತಕ ಮತ್ತು ತರಗತಿಗೆ ಸೀಮಿತವಾಗಿಲ್ಲ. ನಿತ್ಯ ಜೀವನದ ಪ್ರತಿಯೊಂದು ಚಟುವಟಿಕೆಯಲ್ಲಿಯೂ ಗಣಿತ ಅಡಗಿದೆ ಎಂದು ಶಿಕ್ಷಕಿ ಯೋಗಮ್ಮ ಮಲ್ಲಾಪುರ್ ಹೇಳಿದರು. ಶಾಲೆಯಲ್ಲಿ ನಡೆದ ರಾಷ್ಟ್ರೀಯ ಗಣಿತ ದಿನಾಚರಣೆ ಕಾರ್ಯಕ್ರಮದಲ್ಲಿ ಮಾತನಾಡಿ, ಶ್ರೀನಿವಾಸ ರಾಮಾನುಜನ್ ಅವರ ಕೊಡುಗೆಯನ್ನು ಸ್ಮರಿಸಿದರು. ವಿದ್ಯಾರ್ಥಿಗಳು ಭಯವಿಲ್ಲದೆ ಗಣಿತ ಕಲಿಯಬೇಕು ಎಂದರು. [30, 1190, 170, 1248]
arogya-headline-line2: ಉಚಿತ ತಪಾಸಣಾ ಶಿಬಿರ [210, 731, 404, 761]
sammelana-photo [354, 366, 630, 498]
pustaka-body: ಸಮ್ಮೇಳನದಲ್ಲಿ ಪುಸ್ತಕ ಮಳಿಗೆ ತೆರೆಯಲಾಗಿದ್ದು ವಿವಿಧ ಪ್ರಕಾಶನ ಸಂಸ್ಥೆಗಳ ಪುಸ್ತಕಗಳು ಮಾರಾಟಕ್ಕೆ ಲಭ್ಯವಿವೆ. ಕೃಷಿ ಇಲಾಖೆ, ತೋಟಗಾರಿಕೆ ಇಲಾಖೆ ಸೇರಿದಂತೆ ವಿವಿಧ ಇಲಾಖೆಗಳ ವಸ್ತು ಪ್ರದರ್ಶನ ಮಳಿಗೆಗಳು ಜನರನ್ನು ಆಕರ್ಷಿಸಿದವು. [646, 492, 910, 509]
brief2-text: ಕರ್ನಾಟಕ ರಾಜ್ಯ ಮಾವು ಅಭಿವೃದ್ಧಿ ಮತ್ತು ಮಾರುಕಟ್ಟೆ ನಿಗಮ, ಅವರು ಮಾವು ಬೆಳೆಗಾರರಿಗೆ ತರಬೇತಿ ಕಾರ್ಯಕ್ರಮವನ್ನು ಆಯೋಜಿಸಲಾಗಿದೆ. ಡಿಸೆಂಬರ್ 29 ರಂದು ಬೆಳಿಗ್ಗೆ 11 ಗಂಟೆಗೆ ತೋಟಗಾರಿಕೆ ಇಲಾಖೆ ಸಭಾಂಗಣದಲ್ಲಿ ತರಬೇತಿ ನಡೆಯಲಿದ್ದು, ಆಸಕ್ತ ರೈತರು ಭಾಗವಹಿಸಬಹುದು ಎಂದು ಪ್ರಕಟಣೆ ತಿಳಿಸಿದೆ. [30, 398, 182, 439]
bottom-col-rule [478, 1126, 479, 1402]
date: 27 ಡಿಸೆಂಬರ್ 2025 [818, 20, 880, 29]
